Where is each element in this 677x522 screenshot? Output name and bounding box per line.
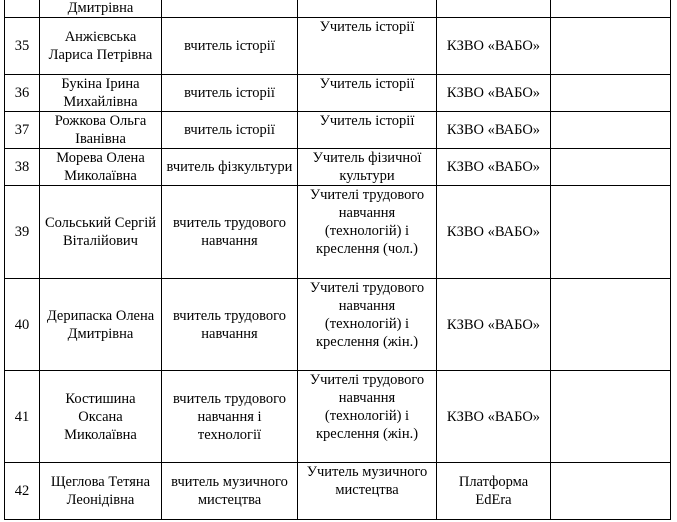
teacher-name: Дмитрівна	[40, 0, 162, 18]
course-provider: КЗВО «ВАБО»	[437, 279, 551, 371]
teacher-name: Анжієвська Лариса Петрівна	[40, 18, 162, 75]
course-provider: КЗВО «ВАБО»	[437, 186, 551, 279]
table-row	[5, 75, 671, 112]
table-row	[5, 112, 671, 149]
table-row	[5, 463, 671, 520]
table-row	[5, 18, 671, 75]
teacher-name: Букіна Ірина Михайлівна	[40, 75, 162, 112]
notes-cell	[551, 0, 671, 18]
notes-cell	[551, 18, 671, 75]
course-provider: КЗВО «ВАБО»	[437, 112, 551, 149]
course-provider: КЗВО «ВАБО»	[437, 18, 551, 75]
teacher-name: Сольський Сергій Віталійович	[40, 186, 162, 279]
course-provider: КЗВО «ВАБО»	[437, 371, 551, 463]
course-title: Учителі трудового навчання (технологій) і креслення (чол.)	[298, 186, 437, 279]
course-provider: КЗВО «ВАБО»	[437, 75, 551, 112]
notes-cell	[551, 149, 671, 186]
row-number: 41	[5, 371, 40, 463]
teacher-name: Морева Олена Миколаївна	[40, 149, 162, 186]
row-number: 35	[5, 18, 40, 75]
teacher-position: вчитель музичного мистецтва	[162, 463, 298, 520]
course-title: Учитель музичного мистецтва	[298, 463, 437, 520]
table-row	[5, 0, 671, 18]
row-number: 37	[5, 112, 40, 149]
course-provider: КЗВО «ВАБО»	[437, 149, 551, 186]
teacher-position: вчитель історії	[162, 18, 298, 75]
course-title: Учитель історії	[298, 75, 437, 112]
course-title: Учителі трудового навчання (технологій) і креслення (жін.)	[298, 371, 437, 463]
teacher-name: Рожкова Ольга Іванівна	[40, 112, 162, 149]
teacher-position: вчитель трудового навчання і технології	[162, 371, 298, 463]
notes-cell	[551, 371, 671, 463]
course-title: Учителі трудового навчання (технологій) і креслення (жін.)	[298, 279, 437, 371]
notes-cell	[551, 279, 671, 371]
table-row	[5, 186, 671, 279]
notes-cell	[551, 112, 671, 149]
row-number	[5, 0, 40, 18]
teacher-position: вчитель трудового навчання	[162, 279, 298, 371]
teachers-table	[4, 0, 671, 520]
teacher-name: Щеглова Тетяна Леонідівна	[40, 463, 162, 520]
row-number: 40	[5, 279, 40, 371]
table-row	[5, 279, 671, 371]
course-title: Учитель історії	[298, 18, 437, 75]
teacher-name: Костишина Оксана Миколаївна	[40, 371, 162, 463]
course-provider	[437, 0, 551, 18]
row-number: 36	[5, 75, 40, 112]
teacher-position: вчитель історії	[162, 112, 298, 149]
teacher-position: вчитель фізкультури	[162, 149, 298, 186]
notes-cell	[551, 463, 671, 520]
row-number: 42	[5, 463, 40, 520]
table-row	[5, 371, 671, 463]
course-title	[298, 0, 437, 18]
table-row	[5, 149, 671, 186]
row-number: 39	[5, 186, 40, 279]
teacher-position: вчитель історії	[162, 75, 298, 112]
teacher-position: вчитель трудового навчання	[162, 186, 298, 279]
notes-cell	[551, 186, 671, 279]
row-number: 38	[5, 149, 40, 186]
teacher-position	[162, 0, 298, 18]
notes-cell	[551, 75, 671, 112]
teacher-name: Дерипаска Олена Дмитрівна	[40, 279, 162, 371]
course-title: Учитель історії	[298, 112, 437, 149]
course-title: Учитель фізичної культури	[298, 149, 437, 186]
course-provider: Платформа EdEra	[437, 463, 551, 520]
